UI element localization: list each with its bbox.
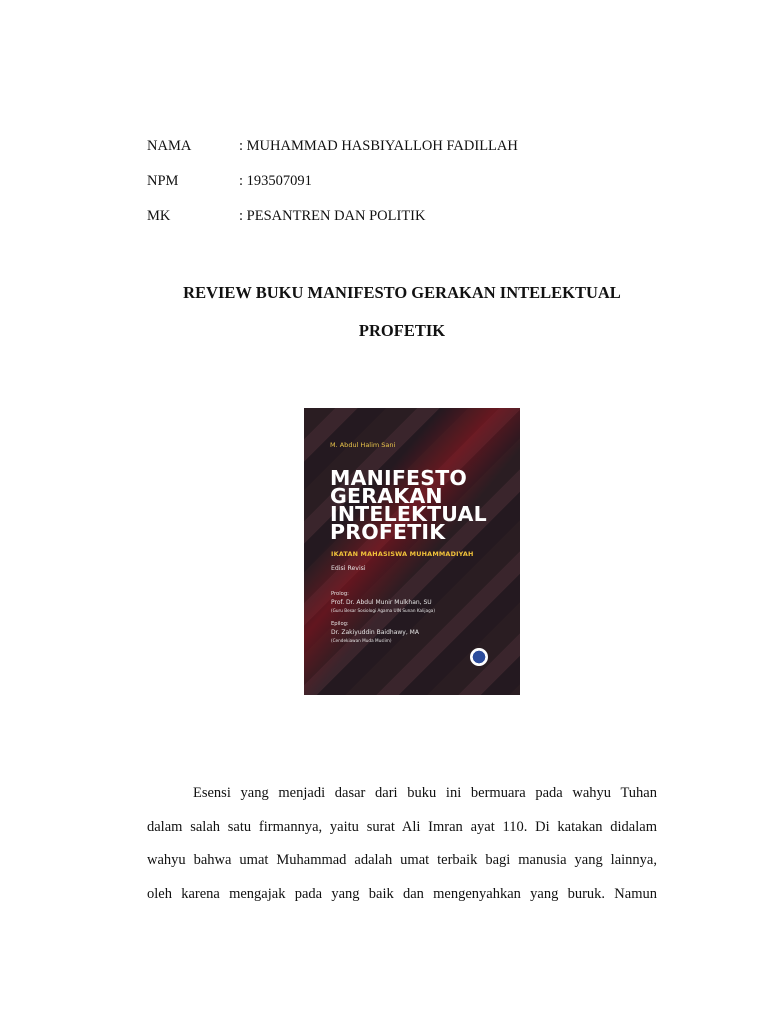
info-value: : 193507091 <box>239 173 312 189</box>
cover-title-line: MANIFESTO <box>330 466 468 490</box>
document-title-line-1: REVIEW BUKU MANIFESTO GERAKAN INTELEKTUAL <box>183 283 621 302</box>
cover-title-line: GERAKAN <box>330 484 443 508</box>
cover-title <box>330 466 487 544</box>
cover-title-line: INTELEKTUAL <box>330 502 487 526</box>
book-cover-image <box>304 408 520 695</box>
cover-author: M. Abdul Halim Sani <box>330 441 396 449</box>
info-label: NAMA <box>147 138 192 154</box>
paragraph-line: Esensi yang menjadi dasar dari buku ini bermuara pada wahyu Tuhan <box>193 785 657 801</box>
cover-subtitle: IKATAN MAHASISWA MUHAMMADIYAH <box>331 550 474 558</box>
cover-prolog-label: Prolog: <box>331 591 349 597</box>
info-value: : PESANTREN DAN POLITIK <box>239 208 426 224</box>
info-label: NPM <box>147 173 179 189</box>
cover-edition: Edisi Revisi <box>331 565 366 572</box>
publisher-logo-icon <box>470 648 488 666</box>
cover-prolog-name: Prof. Dr. Abdul Munir Mulkhan, SU <box>331 599 432 606</box>
cover-epilog-label: Epilog: <box>331 621 349 627</box>
cover-epilog-desc: (Cendekiawan Muda Muslim) <box>331 638 392 643</box>
document-title-line-2: PROFETIK <box>358 321 446 340</box>
cover-title-line: PROFETIK <box>330 520 446 544</box>
paragraph-line: oleh karena mengajak pada yang baik dan mengenyahkan yang buruk. Namun <box>147 886 657 902</box>
cover-epilog-name: Dr. Zakiyuddin Baidhawy, MA <box>331 629 419 636</box>
info-label: MK <box>147 208 171 224</box>
cover-prolog-desc: (Guru Besar Sosiologi Agama UIN Sunan Kalijaga) <box>331 608 435 613</box>
paragraph-line: dalam salah satu firmannya, yaitu surat Ali Imran ayat 110. Di katakan didalam <box>147 819 657 835</box>
info-value: : MUHAMMAD HASBIYALLOH FADILLAH <box>239 138 518 154</box>
paragraph-line: wahyu bahwa umat Muhammad adalah umat terbaik bagi manusia yang lainnya, <box>147 852 657 868</box>
